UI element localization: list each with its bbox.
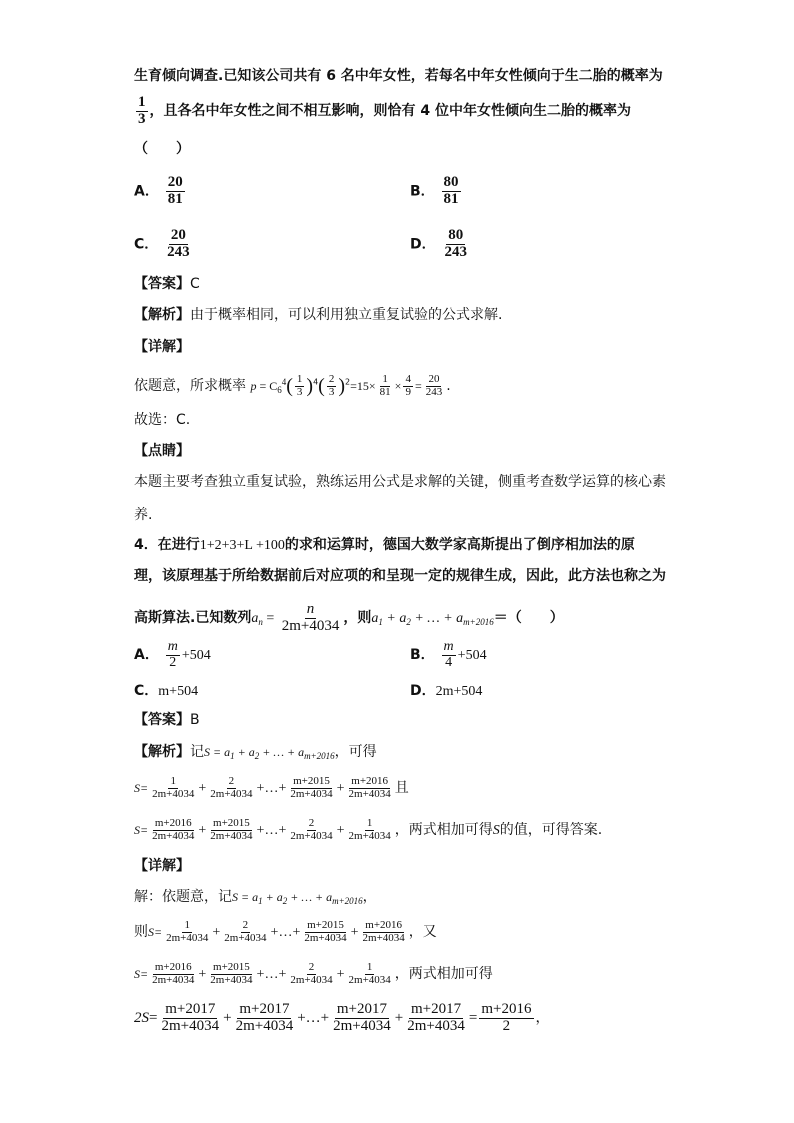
q4-option-a: A． $\frac{m}{2}$ +504 (134, 639, 211, 670)
q3-option-b: B． $\frac{80}{81}$ (410, 174, 459, 207)
q4-option-d: D．2m+504 (410, 683, 483, 699)
q4-detail-line1: 解：依题意，记$S = a_1 + a_2$ + … + $a_{m+2016}$， (134, 889, 377, 906)
q3-stem-line2: $\frac{1}{3}$ ，且各名中年女性之间不相互影响，则恰有 4 位中年女性倾向生二胎的概率为 (138, 93, 631, 127)
q4-analysis: 【解析】记$S = a_1 + a_2$ + … + $a_{m+2016}$，可得 (134, 744, 377, 761)
q4-answer: 【答案】B (134, 712, 200, 728)
q3-option-a: A． $\frac{20}{81}$ (134, 174, 183, 207)
q3-choose: 故选：C. (134, 412, 191, 428)
q3-answer-paren: （ ） (134, 141, 190, 157)
q4-stem-line2: 理，该原理基于所给数据前后对应项的和呈现一定的规律生成，因此，此方法也称之为 (134, 568, 666, 584)
q3-comment-tag: 【点睛】 (134, 443, 190, 459)
q3-detail-formula: 依题意，所求概率 $p = C_6^4$( $\frac{1}{3}$ )$^4$( $\frac{2}{3}$ )$^2$=15× $\frac{1}{81}$ × $\frac{4}{9}$ = $\frac{20}{243}$ . (134, 372, 451, 398)
q4-detail-2s: 2S= $\frac{m+2017}{2m+4034}$ + $\frac{m+2017}{2m+4034}$ +…+ $\frac{m+2017}{2m+4034}$ + $\frac{m+2017}{2m+4034}$ = $\frac{m+2016}{2}$ ， (134, 1000, 550, 1034)
q3-analysis: 【解析】由于概率相同，可以利用独立重复试验的公式求解. (134, 307, 503, 323)
q4-analysis-sum1: S= $\frac{1}{2m+4034}$ + $\frac{2}{2m+4034}$ +…+ $\frac{m+2015}{2m+4034}$ + $\frac{m+2016}{2m+4034}$ 且 (134, 774, 409, 800)
q4-detail-tag: 【详解】 (134, 858, 190, 874)
q3-comment-line2: 养. (134, 507, 153, 523)
q4-detail-sum1: 则S= $\frac{1}{2m+4034}$ + $\frac{2}{2m+4034}$ +…+ $\frac{m+2015}{2m+4034}$ + $\frac{m+2016}{2m+4034}$ ，又 (134, 918, 437, 944)
q3-option-d: D． $\frac{80}{243}$ (410, 227, 467, 260)
q4-detail-sum2: S= $\frac{m+2016}{2m+4034}$ + $\frac{m+2015}{2m+4034}$ +…+ $\frac{2}{2m+4034}$ + $\frac{1}{2m+4034}$ ，两式相加可得 (134, 960, 493, 986)
q4-analysis-sum2: S= $\frac{m+2016}{2m+4034}$ + $\frac{m+2015}{2m+4034}$ +…+ $\frac{2}{2m+4034}$ + $\frac{1}{2m+4034}$ ，两式相加可得S的值，可得答案. (134, 816, 603, 842)
q4-stem-line3: 高斯算法.已知数列$a_n$ = $\frac{n}{2m+4034}$ ，则$a_1 + a_2$ + … + $a_{m+2016}=$（ ） (134, 600, 564, 634)
q4-option-c: C．m+504 (134, 683, 199, 699)
q3-answer: 【答案】C (134, 276, 200, 292)
q4-option-b: B． $\frac{m}{4}$ +504 (410, 639, 487, 670)
q3-comment-line1: 本题主要考查独立重复试验，熟练运用公式是求解的关键，侧重考查数学运算的核心素 (134, 474, 666, 490)
q3-detail-tag: 【详解】 (134, 339, 190, 355)
probability-fraction: $\frac{1}{3}$ (138, 93, 146, 127)
q3-option-c: C． $\frac{20}{243}$ (134, 227, 190, 260)
q4-stem-line1: 4．在进行1+2+3+L +100的求和运算时，德国大数学家高斯提出了倒序相加法的原 (134, 537, 635, 553)
q3-stem-line1: 生育倾向调查.已知该公司共有 6 名中年女性，若每名中年女性倾向于生二胎的概率为 (134, 68, 663, 84)
